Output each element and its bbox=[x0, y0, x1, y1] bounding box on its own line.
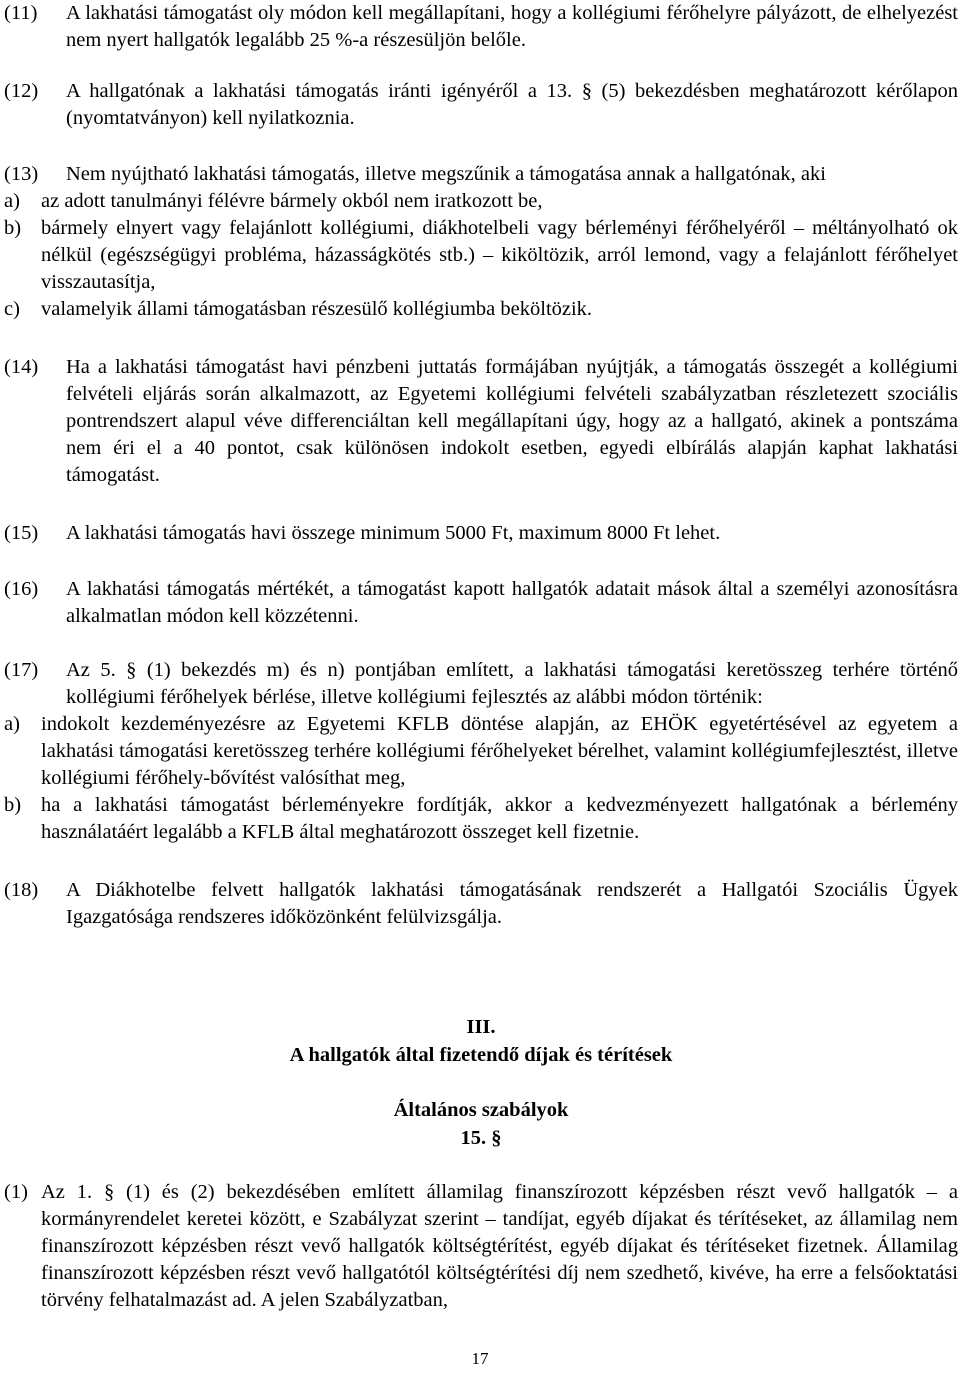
paragraph-14 bbox=[4, 354, 958, 489]
paragraph-text: A hallgatónak a lakhatási támogatás iránti igényéről a 13. § (5) bekezdésben meghatározott kérőlapon (nyomtatványon) kell nyilatkoznia. bbox=[66, 80, 958, 129]
paragraph-number: (13) bbox=[4, 163, 39, 185]
paragraph-text: Ha a lakhatási támogatást havi pénzbeni juttatás formájában nyújtják, a támogatás összegét a kollégiumi felvételi eljárás során alkalmazott, az Egyetemi kollégiumi felvételi szabályzatban részletezett szociális pontrendszert alapul véve differenciáltan kell megállapítani úgy, hogy az a hallgató, akinek a pontszáma nem éri el a 40 pontot, csak különösen indokolt esetben, egyedi elbírálás alapján kaphat lakhatási támogatást. bbox=[66, 356, 958, 486]
list-item bbox=[4, 188, 958, 215]
paragraph-11 bbox=[4, 0, 958, 54]
paragraph-text: Nem nyújtható lakhatási támogatás, illetve megszűnik a támogatása annak a hallgatónak, aki bbox=[66, 163, 826, 185]
paragraph-17 bbox=[4, 657, 958, 846]
list-item bbox=[4, 215, 958, 296]
list-item-letter: a) bbox=[4, 190, 20, 212]
paragraph-number: (15) bbox=[4, 522, 39, 544]
list-item-text: valamelyik állami támogatásban részesülő kollégiumba beköltözik. bbox=[41, 298, 593, 320]
paragraph-13-intro bbox=[4, 161, 958, 188]
paragraph-15 bbox=[4, 520, 958, 547]
paragraph-number: (17) bbox=[4, 659, 39, 681]
paragraph-number: (16) bbox=[4, 578, 39, 600]
list-item-letter: a) bbox=[4, 713, 20, 735]
paragraph-16 bbox=[4, 576, 958, 630]
list-item-letter: b) bbox=[4, 794, 22, 816]
list-item-letter: c) bbox=[4, 298, 20, 320]
section-paragraph-1 bbox=[4, 1179, 958, 1314]
paragraph-text: A lakhatási támogatás mértékét, a támogatást kapott hallgatók adatait mások által a személyi azonosításra alkalmatlan módon kell közzétenni. bbox=[66, 578, 958, 627]
paragraph-text: Az 5. § (1) bekezdés m) és n) pontjában említett, a lakhatási támogatási keretösszeg terhére történő kollégiumi férőhelyek bérlése, illetve kollégiumi fejlesztés az alábbi módon történik: bbox=[66, 659, 958, 708]
paragraph-number: (12) bbox=[4, 80, 39, 102]
list-item-letter: b) bbox=[4, 217, 22, 239]
paragraph-text: A lakhatási támogatást oly módon kell megállapítani, hogy a kollégiumi férőhelyre pályázott, de elhelyezést nem nyert hallgatók legalább 25 %-a részesüljön belőle. bbox=[66, 2, 958, 51]
list-item bbox=[4, 792, 958, 846]
list-item-text: bármely elnyert vagy felajánlott kollégiumi, diákhotelbeli vagy bérleményi férőhelyéről – méltányolható ok nélkül (egészségügyi probléma, házasságkötés stb.) – kiköltözik, arról lemond, vagy a felajánlott férőhelyet visszautasítja, bbox=[41, 217, 958, 293]
section-title: A hallgatók által fizetendő díjak és térítések bbox=[289, 1044, 673, 1066]
paragraph-text: Az 1. § (1) és (2) bekezdésében említett államilag finanszírozott képzésben részt vevő hallgatók – a kormányrendelet keretei között, e Szabályzat szerint – tandíjat, egyéb díjakat és térítéseket, az államilag nem finanszírozott képzésben részt vevő hallgatók költségtérítést, egyéb díjakat és térítéseket fizetnek. Államilag finanszírozott képzésben részt vevő hallgatótól költségtérítési díj nem szedhető, kivéve, ha erre a felsőoktatási törvény felhatalmazást ad. A jelen Szabályzatban, bbox=[41, 1181, 958, 1311]
paragraph-17-intro bbox=[4, 657, 958, 711]
paragraph-number: (14) bbox=[4, 356, 39, 378]
list-item-text: ha a lakhatási támogatást bérleményekre fordítják, akkor a kedvezményezett hallgatónak a bérlemény használatáért legalább a KFLB által meghatározott összeget kell fizetnie. bbox=[41, 794, 958, 843]
list-item bbox=[4, 296, 958, 323]
paragraph-number: (18) bbox=[4, 879, 39, 901]
paragraph-18 bbox=[4, 877, 958, 931]
paragraph-13 bbox=[4, 161, 958, 323]
section-numeral: III. bbox=[466, 1016, 496, 1038]
paragraph-number: (1) bbox=[4, 1181, 28, 1203]
list-item-text: az adott tanulmányi félévre bármely okból nem iratkozott be, bbox=[41, 190, 543, 212]
section-subtitle: Általános szabályok bbox=[393, 1099, 569, 1121]
page-number: 17 bbox=[471, 1349, 489, 1368]
list-item bbox=[4, 711, 958, 792]
paragraph-12 bbox=[4, 78, 958, 132]
list-item-text: indokolt kezdeményezésre az Egyetemi KFLB döntése alapján, az EHÖK egyetértésével az egyetem a lakhatási támogatási keretösszeg terhére kollégiumi férőhelyeket bérelhet, valamint kollégiumfejlesztést, illetve kollégiumi férőhely-bővítést valósíthat meg, bbox=[41, 713, 958, 789]
paragraph-symbol: 15. § bbox=[460, 1127, 502, 1149]
paragraph-text: A lakhatási támogatás havi összege minimum 5000 Ft, maximum 8000 Ft lehet. bbox=[66, 522, 721, 544]
paragraph-number: (11) bbox=[4, 2, 38, 24]
paragraph-text: A Diákhotelbe felvett hallgatók lakhatási támogatásának rendszerét a Hallgatói Szociális Ügyek Igazgatósága rendszeres időközönként felülvizsgálja. bbox=[66, 879, 958, 928]
